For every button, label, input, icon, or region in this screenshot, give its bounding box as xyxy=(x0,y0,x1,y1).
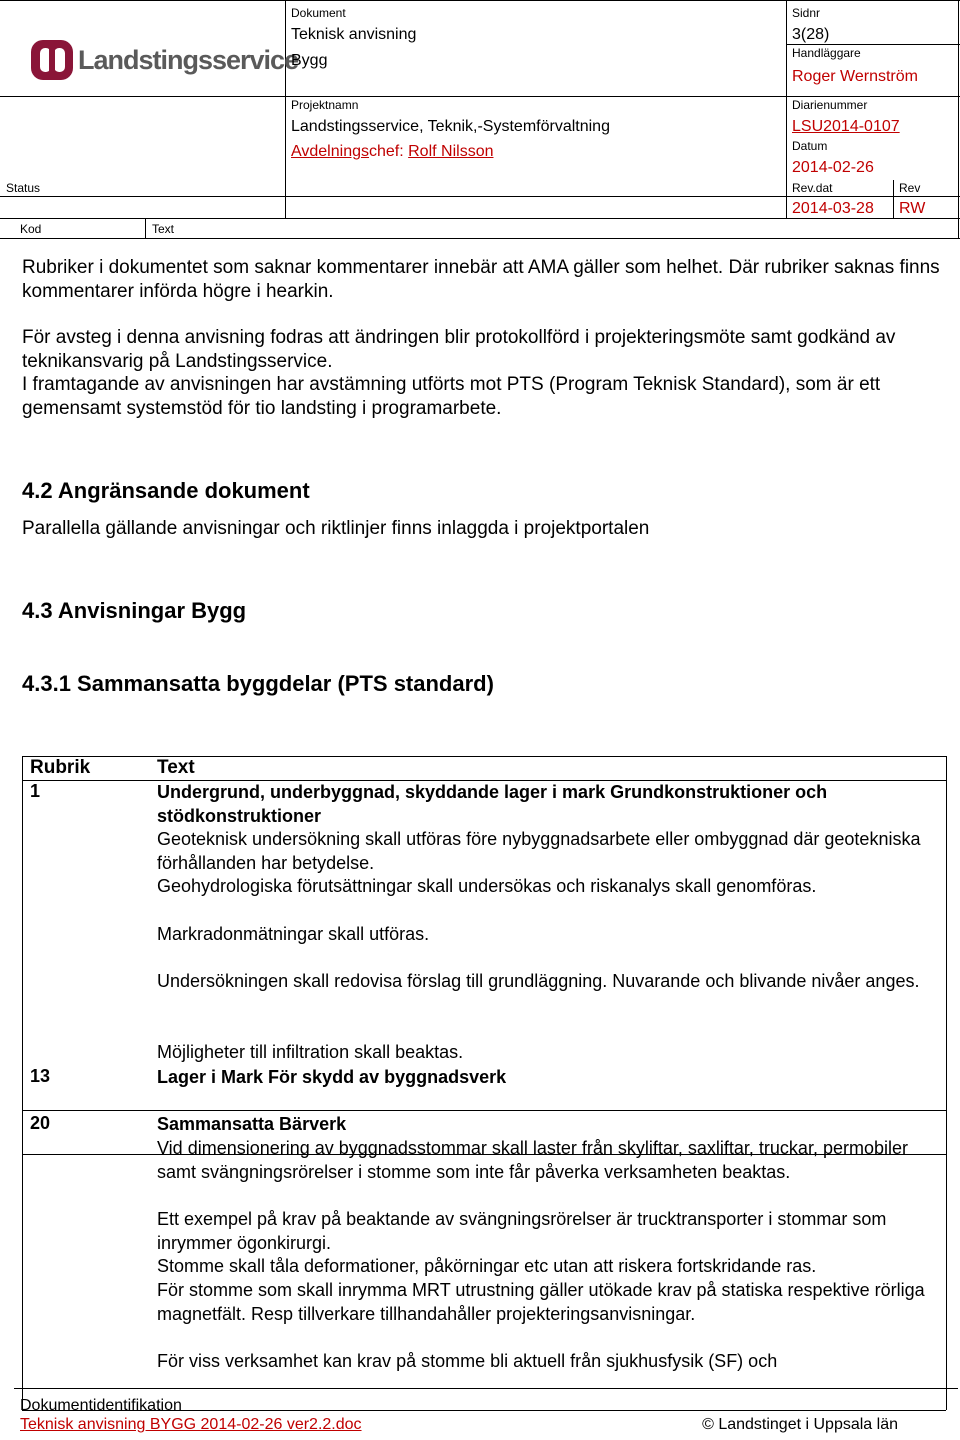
avdelning-line xyxy=(291,143,493,161)
revdat-label: Rev.dat xyxy=(792,181,833,195)
header-kod-line xyxy=(0,238,960,239)
projektnamn-label: Projektnamn xyxy=(291,98,359,112)
row-title: Undergrund, underbyggnad, skyddande lager i mark Grundkonstruktioner och stödkonstruktioner xyxy=(157,782,828,826)
row-text: Vid dimensionering av byggnadsstommar skall laster från skyliftar, saxliftar, truckar, permobiler samt svängningsrörelser i stomme som inte får påverka verksamheten beaktas. xyxy=(157,1138,908,1182)
sidnr-value: 3(28) xyxy=(792,26,830,43)
angransande-paragraph: Parallella gällande anvisningar och riktlinjer finns inlaggda i projektportalen xyxy=(22,518,650,539)
table-row13-top xyxy=(22,1110,946,1111)
row-text: För stomme som skall inrymma MRT utrustning gäller utökade krav på statiska respektive rörliga magnetfält. Resp tillverkare tillhandahåller projekteringsanvisningar. xyxy=(157,1280,925,1324)
handlaggare-label: Handläggare xyxy=(792,46,861,60)
header-col-line-3 xyxy=(893,180,894,218)
kod-divider xyxy=(145,218,146,238)
table-left-line xyxy=(22,756,23,1410)
intro-paragraph: Rubriker i dokumentet som saknar kommentarer innebär att AMA gäller som helhet. Där rubriker saknas finns kommentarer införda högre i hearkin. xyxy=(22,257,940,302)
avdelning-link[interactable]: Avdelnings xyxy=(291,143,369,160)
avsteg-paragraph: För avsteg i denna anvisning fodras att ändringen blir protokollförd i projekteringsmöte samt godkänd av teknikansvarig på Landstingsservice. xyxy=(22,327,896,372)
sidnr-divider xyxy=(786,44,960,45)
text-label: Text xyxy=(152,222,175,236)
datum-label: Datum xyxy=(792,139,828,153)
logo xyxy=(28,36,299,84)
row-code: 20 xyxy=(30,1113,51,1133)
row-text: Ett exempel på krav på beaktande av svängningsrörelser är trucktransporter i stommar som inrymmer ögonkirurgi. xyxy=(157,1209,887,1253)
dokument-line1: Teknisk anvisning xyxy=(291,26,417,43)
avdelning-rest: chef: xyxy=(368,143,409,160)
logo-text: Landstingsservice xyxy=(78,44,299,75)
row-code: 13 xyxy=(30,1066,51,1086)
header-col-line-1 xyxy=(285,0,286,218)
avdelning-name[interactable]: Rolf Nilsson xyxy=(408,143,494,160)
heading-4-2: 4.2 Angränsande dokument xyxy=(22,478,310,503)
row-title: Lager i Mark För skydd av byggnadsverk xyxy=(157,1067,507,1087)
table-right-line xyxy=(946,756,947,1410)
handlaggare-value: Roger Wernström xyxy=(792,68,918,85)
header-right-line xyxy=(958,0,959,238)
status-label: Status xyxy=(6,181,41,195)
header-status-line xyxy=(0,196,960,197)
row-text: Geohydrologiska förutsättningar skall undersökas och riskanalys skall genomföras. xyxy=(157,876,817,896)
row-text: Stomme skall tåla deformationer, påkörningar etc utan att riskera fortskridande ras. xyxy=(157,1256,817,1276)
diarienummer-value: LSU2014-0107 xyxy=(792,118,900,135)
kod-label: Kod xyxy=(20,222,42,236)
col-text: Text xyxy=(157,757,195,778)
landstingsservice-logo-icon xyxy=(28,37,76,83)
row-text: Möjligheter till infiltration skall beaktas. xyxy=(157,1042,464,1062)
dokument-line2: Bygg xyxy=(291,52,328,69)
header-col-line-2 xyxy=(786,0,787,218)
footer-copyright: © Landstinget i Uppsala län xyxy=(702,1416,898,1433)
footer-label: Dokumentidentifikation xyxy=(20,1397,182,1414)
pts-paragraph: I framtagande av anvisningen har avstämning utförts mot PTS (Program Teknisk Standard), som är ett gemensamt systemstöd för tio landsting i programarbete. xyxy=(22,374,881,419)
row-text: För viss verksamhet kan krav på stomme bli aktuell från sjukhusfysik (SF) och xyxy=(157,1351,778,1371)
header-top-line xyxy=(0,0,960,1)
col-rubrik: Rubrik xyxy=(30,757,91,778)
row-text: Markradonmätningar skall utföras. xyxy=(157,924,430,944)
header-mid-line xyxy=(0,96,960,97)
datum-value: 2014-02-26 xyxy=(792,159,874,176)
row-code: 1 xyxy=(30,781,41,801)
footer-line xyxy=(14,1388,958,1389)
revdat-value: 2014-03-28 xyxy=(792,200,874,217)
heading-4-3: 4.3 Anvisningar Bygg xyxy=(22,598,247,623)
rev-label: Rev xyxy=(899,181,921,195)
row-text: Undersökningen skall redovisa förslag till grundläggning. Nuvarande och blivande nivåer anges. xyxy=(157,971,920,991)
sidnr-label: Sidnr xyxy=(792,6,821,20)
diarienummer-label: Diarienummer xyxy=(792,98,868,112)
row-title: Sammansatta Bärverk xyxy=(157,1114,347,1134)
footer-doc-id[interactable]: Teknisk anvisning BYGG 2014-02-26 ver2.2.doc xyxy=(20,1416,362,1433)
row-text: Geoteknisk undersökning skall utföras före nybyggnadsarbete eller ombyggnad där geotekniska förhållanden har betydelse. xyxy=(157,829,921,873)
projektnamn-value: Landstingsservice, Teknik,-Systemförvaltning xyxy=(291,118,610,135)
heading-4-3-1: 4.3.1 Sammansatta byggdelar (PTS standard) xyxy=(22,671,494,696)
header-bottom-line xyxy=(0,218,960,219)
dokument-label: Dokument xyxy=(291,6,346,20)
rev-value: RW xyxy=(899,200,926,217)
